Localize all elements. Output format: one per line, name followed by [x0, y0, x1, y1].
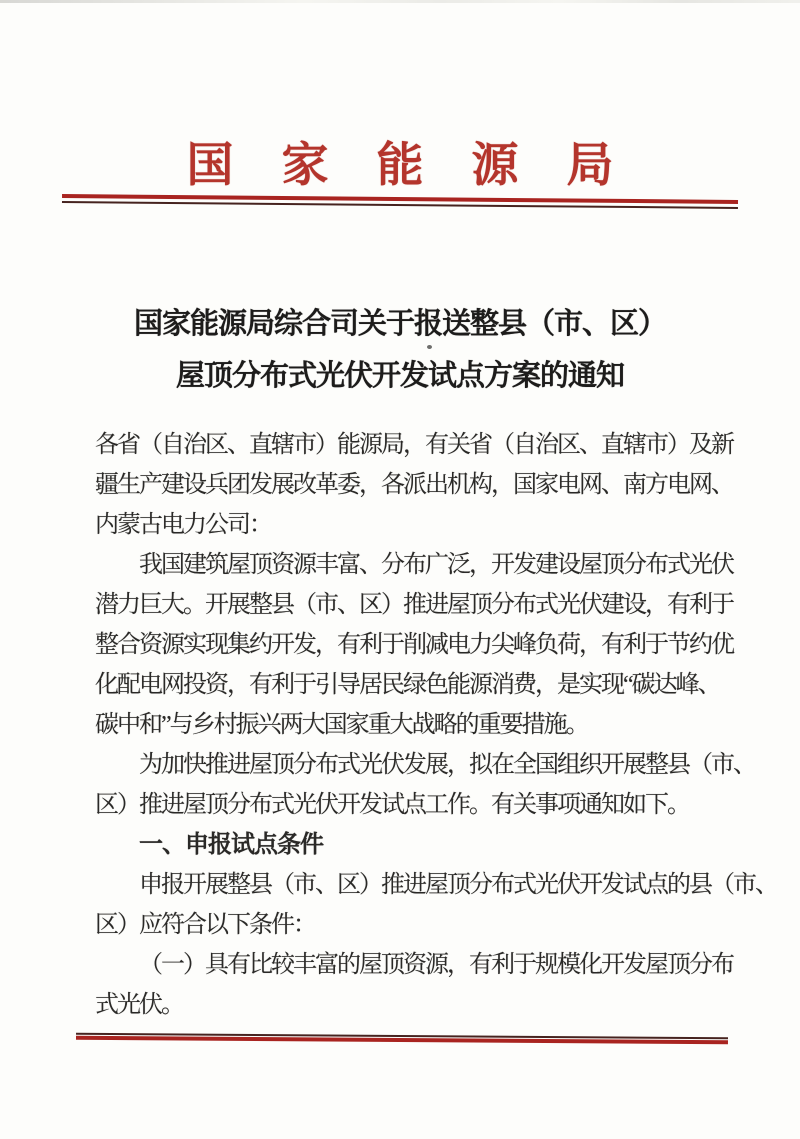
body-line: 碳中和”与乡村振兴两大国家重大战略的重要措施。: [95, 712, 588, 738]
salutation-line: 各省（自治区、直辖市）能源局，有关省（自治区、直辖市）及新: [95, 432, 733, 458]
body-line: 申报开展整县（市、区）推进屋顶分布式光伏开发试点的县（市、: [139, 872, 777, 898]
salutation-line: 内蒙古电力公司：: [95, 512, 271, 538]
body-line: 式光伏。: [95, 992, 183, 1018]
body-line: （一）具有比较丰富的屋顶资源，有利于规模化开发屋顶分布: [139, 952, 733, 978]
ink-speck-artifact: [427, 345, 432, 349]
salutation-line: 疆生产建设兵团发展改革委，各派出机构，国家电网、南方电网、: [95, 472, 733, 498]
document-title: [0, 298, 800, 402]
letterhead-double-rule: [62, 194, 738, 209]
body-line: 为加快推进屋顶分布式光伏发展，拟在全国组织开展整县（市、: [139, 752, 755, 778]
body-line: 化配电网投资，有利于引导居民绿色能源消费，是实现“碳达峰、: [95, 672, 720, 698]
body-line: 区）应符合以下条件：: [95, 912, 315, 938]
body-line: 我国建筑屋顶资源丰富、分布广泛，开发建设屋顶分布式光伏: [139, 552, 733, 578]
scan-edge-artifact: [0, 0, 800, 3]
body-line: 整合资源实现集约开发，有利于削减电力尖峰负荷，有利于节约优: [95, 632, 733, 658]
footer-double-rule: [76, 1033, 728, 1045]
document-body: [95, 425, 777, 1025]
body-line: 区）推进屋顶分布式光伏开发试点工作。有关事项通知如下。: [95, 792, 689, 818]
document-title-line-2: 屋顶分布式光伏开发试点方案的通知: [175, 360, 624, 392]
agency-name: 国家能源局: [186, 140, 662, 192]
body-line: 潜力巨大。开展整县（市、区）推进屋顶分布式光伏建设，有利于: [95, 592, 733, 618]
section-heading: 一、申报试点条件: [139, 831, 323, 858]
document-title-line-1: 国家能源局综合司关于报送整县（市、区）: [133, 308, 666, 340]
